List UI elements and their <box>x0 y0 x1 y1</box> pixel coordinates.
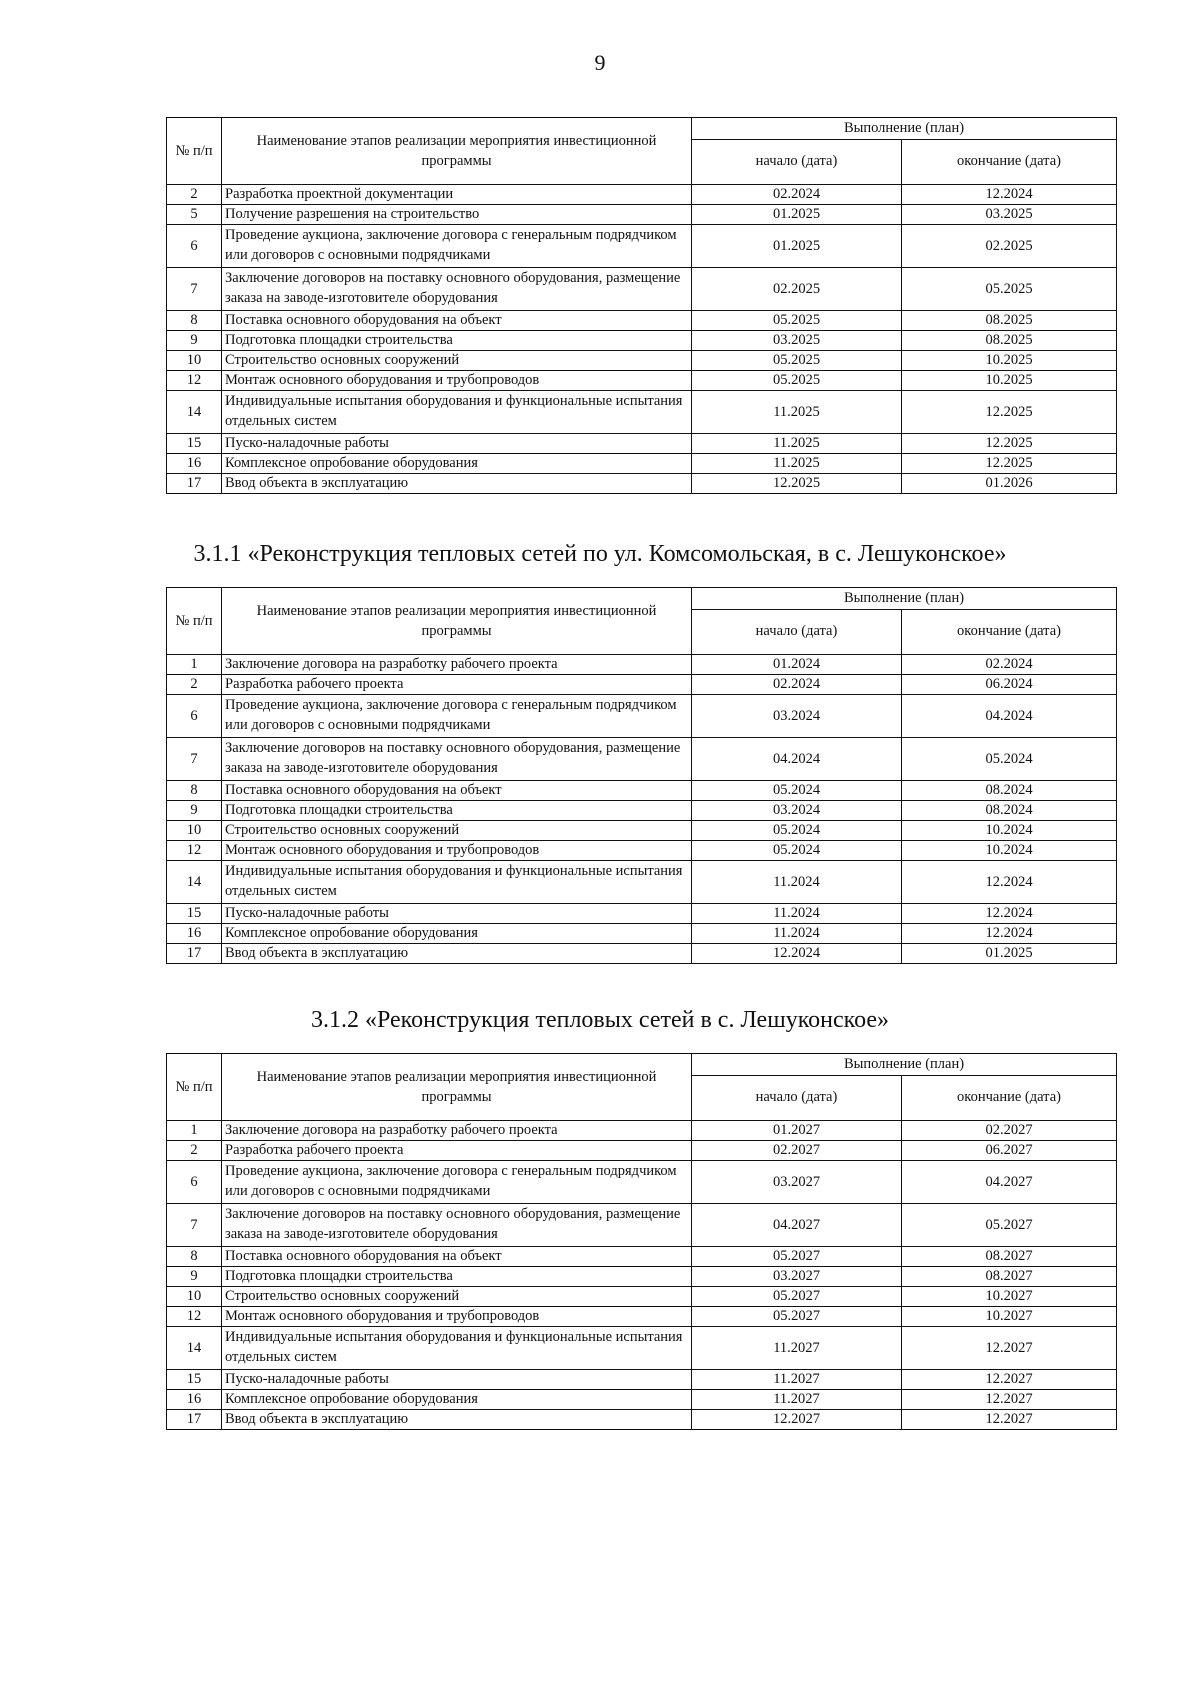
table-row <box>167 1161 1117 1204</box>
stage-name: Подготовка площадки строительства <box>222 331 692 351</box>
start-date: 11.2025 <box>692 434 902 454</box>
table-row <box>167 454 1117 474</box>
start-date: 03.2024 <box>692 695 902 738</box>
table-row <box>167 924 1117 944</box>
end-date: 01.2025 <box>902 944 1117 964</box>
header-stage-name: Наименование этапов реализации мероприятия инвестиционной программы <box>222 1054 692 1121</box>
row-number: 7 <box>167 738 222 781</box>
row-number: 2 <box>167 185 222 205</box>
row-number: 12 <box>167 1307 222 1327</box>
table-row <box>167 371 1117 391</box>
table-row <box>167 695 1117 738</box>
start-date: 05.2027 <box>692 1287 902 1307</box>
table-row <box>167 781 1117 801</box>
row-number: 2 <box>167 675 222 695</box>
stage-name: Поставка основного оборудования на объект <box>222 1247 692 1267</box>
start-date: 05.2027 <box>692 1247 902 1267</box>
table-row <box>167 655 1117 675</box>
stage-name: Комплексное опробование оборудования <box>222 924 692 944</box>
end-date: 12.2027 <box>902 1390 1117 1410</box>
table-row <box>167 1390 1117 1410</box>
stage-name: Разработка рабочего проекта <box>222 675 692 695</box>
table-row <box>167 225 1117 268</box>
header-end-date: окончание (дата) <box>902 610 1117 655</box>
table-row <box>167 351 1117 371</box>
end-date: 08.2025 <box>902 331 1117 351</box>
stage-name: Монтаж основного оборудования и трубопроводов <box>222 1307 692 1327</box>
table-row <box>167 205 1117 225</box>
header-start-date: начало (дата) <box>692 610 902 655</box>
table-row <box>167 801 1117 821</box>
row-number: 15 <box>167 434 222 454</box>
row-number: 8 <box>167 311 222 331</box>
end-date: 12.2027 <box>902 1410 1117 1430</box>
stage-name: Получение разрешения на строительство <box>222 205 692 225</box>
row-number: 1 <box>167 1121 222 1141</box>
table-row <box>167 1327 1117 1370</box>
start-date: 01.2025 <box>692 205 902 225</box>
table-row <box>167 904 1117 924</box>
end-date: 02.2025 <box>902 225 1117 268</box>
row-number: 9 <box>167 801 222 821</box>
row-number: 15 <box>167 1370 222 1390</box>
header-end-date: окончание (дата) <box>902 1076 1117 1121</box>
row-number: 14 <box>167 861 222 904</box>
row-number: 8 <box>167 781 222 801</box>
start-date: 11.2027 <box>692 1370 902 1390</box>
header-number: № п/п <box>167 1054 222 1121</box>
start-date: 12.2024 <box>692 944 902 964</box>
start-date: 11.2027 <box>692 1390 902 1410</box>
stage-name: Комплексное опробование оборудования <box>222 454 692 474</box>
row-number: 16 <box>167 454 222 474</box>
stage-name: Поставка основного оборудования на объект <box>222 311 692 331</box>
end-date: 12.2027 <box>902 1370 1117 1390</box>
row-number: 9 <box>167 1267 222 1287</box>
row-number: 17 <box>167 474 222 494</box>
end-date: 08.2024 <box>902 801 1117 821</box>
stage-name: Разработка проектной документации <box>222 185 692 205</box>
table-row <box>167 311 1117 331</box>
table-row <box>167 1307 1117 1327</box>
start-date: 03.2027 <box>692 1161 902 1204</box>
stage-name: Подготовка площадки строительства <box>222 1267 692 1287</box>
start-date: 01.2027 <box>692 1121 902 1141</box>
stage-name: Поставка основного оборудования на объект <box>222 781 692 801</box>
table-row <box>167 861 1117 904</box>
stage-name: Пуско-наладочные работы <box>222 1370 692 1390</box>
row-number: 6 <box>167 695 222 738</box>
schedule-table-3-1-2 <box>166 1053 1117 1430</box>
start-date: 01.2025 <box>692 225 902 268</box>
table-row <box>167 434 1117 454</box>
table-row <box>167 675 1117 695</box>
stage-name: Строительство основных сооружений <box>222 351 692 371</box>
start-date: 02.2025 <box>692 268 902 311</box>
start-date: 04.2027 <box>692 1204 902 1247</box>
end-date: 12.2024 <box>902 185 1117 205</box>
header-stage-name: Наименование этапов реализации мероприятия инвестиционной программы <box>222 118 692 185</box>
section-heading-3-1-2: 3.1.2 «Реконструкция тепловых сетей в с. Лешуконское» <box>310 1007 890 1033</box>
stage-name: Проведение аукциона, заключение договора с генеральным подрядчиком или договоров с основными подрядчиками <box>222 695 692 738</box>
start-date: 02.2024 <box>692 675 902 695</box>
stage-name: Ввод объекта в эксплуатацию <box>222 1410 692 1430</box>
table-row <box>167 1287 1117 1307</box>
row-number: 6 <box>167 1161 222 1204</box>
end-date: 02.2024 <box>902 655 1117 675</box>
table-row <box>167 821 1117 841</box>
stage-name: Пуско-наладочные работы <box>222 434 692 454</box>
row-number: 15 <box>167 904 222 924</box>
table-row <box>167 391 1117 434</box>
table-row <box>167 1370 1117 1390</box>
stage-name: Проведение аукциона, заключение договора с генеральным подрядчиком или договоров с основными подрядчиками <box>222 1161 692 1204</box>
row-number: 17 <box>167 1410 222 1430</box>
stage-name: Подготовка площадки строительства <box>222 801 692 821</box>
row-number: 8 <box>167 1247 222 1267</box>
end-date: 12.2024 <box>902 904 1117 924</box>
stage-name: Монтаж основного оборудования и трубопроводов <box>222 371 692 391</box>
row-number: 5 <box>167 205 222 225</box>
end-date: 10.2025 <box>902 371 1117 391</box>
end-date: 12.2025 <box>902 434 1117 454</box>
end-date: 01.2026 <box>902 474 1117 494</box>
end-date: 08.2027 <box>902 1267 1117 1287</box>
row-number: 7 <box>167 268 222 311</box>
end-date: 08.2027 <box>902 1247 1117 1267</box>
start-date: 05.2024 <box>692 781 902 801</box>
stage-name: Комплексное опробование оборудования <box>222 1390 692 1410</box>
end-date: 12.2027 <box>902 1327 1117 1370</box>
start-date: 02.2027 <box>692 1141 902 1161</box>
stage-name: Индивидуальные испытания оборудования и функциональные испытания отдельных систем <box>222 391 692 434</box>
row-number: 16 <box>167 924 222 944</box>
start-date: 11.2024 <box>692 904 902 924</box>
row-number: 6 <box>167 225 222 268</box>
header-execution-plan: Выполнение (план) <box>692 1054 1117 1076</box>
end-date: 04.2024 <box>902 695 1117 738</box>
stage-name: Монтаж основного оборудования и трубопроводов <box>222 841 692 861</box>
table-row <box>167 331 1117 351</box>
table-row <box>167 1204 1117 1247</box>
end-date: 02.2027 <box>902 1121 1117 1141</box>
header-execution-plan: Выполнение (план) <box>692 118 1117 140</box>
stage-name: Строительство основных сооружений <box>222 1287 692 1307</box>
end-date: 05.2025 <box>902 268 1117 311</box>
header-stage-name: Наименование этапов реализации мероприятия инвестиционной программы <box>222 588 692 655</box>
table-row <box>167 268 1117 311</box>
header-end-date: окончание (дата) <box>902 140 1117 185</box>
end-date: 10.2027 <box>902 1287 1117 1307</box>
row-number: 14 <box>167 391 222 434</box>
stage-name: Заключение договоров на поставку основного оборудования, размещение заказа на заводе-изготовителе оборудования <box>222 268 692 311</box>
stage-name: Заключение договора на разработку рабочего проекта <box>222 1121 692 1141</box>
row-number: 9 <box>167 331 222 351</box>
table-row <box>167 738 1117 781</box>
row-number: 7 <box>167 1204 222 1247</box>
end-date: 10.2024 <box>902 821 1117 841</box>
row-number: 10 <box>167 1287 222 1307</box>
end-date: 12.2024 <box>902 924 1117 944</box>
stage-name: Заключение договоров на поставку основного оборудования, размещение заказа на заводе-изготовителе оборудования <box>222 738 692 781</box>
end-date: 05.2027 <box>902 1204 1117 1247</box>
schedule-table-3-1-1 <box>166 587 1117 964</box>
row-number: 10 <box>167 351 222 371</box>
start-date: 05.2025 <box>692 351 902 371</box>
header-number: № п/п <box>167 118 222 185</box>
start-date: 05.2024 <box>692 841 902 861</box>
end-date: 03.2025 <box>902 205 1117 225</box>
stage-name: Ввод объекта в эксплуатацию <box>222 474 692 494</box>
row-number: 10 <box>167 821 222 841</box>
start-date: 05.2025 <box>692 371 902 391</box>
end-date: 10.2027 <box>902 1307 1117 1327</box>
end-date: 04.2027 <box>902 1161 1117 1204</box>
stage-name: Разработка рабочего проекта <box>222 1141 692 1161</box>
end-date: 06.2027 <box>902 1141 1117 1161</box>
end-date: 10.2025 <box>902 351 1117 371</box>
stage-name: Индивидуальные испытания оборудования и функциональные испытания отдельных систем <box>222 1327 692 1370</box>
table-row <box>167 185 1117 205</box>
row-number: 16 <box>167 1390 222 1410</box>
start-date: 11.2024 <box>692 861 902 904</box>
start-date: 12.2027 <box>692 1410 902 1430</box>
end-date: 12.2025 <box>902 391 1117 434</box>
table-row <box>167 1141 1117 1161</box>
stage-name: Заключение договора на разработку рабочего проекта <box>222 655 692 675</box>
end-date: 10.2024 <box>902 841 1117 861</box>
row-number: 14 <box>167 1327 222 1370</box>
end-date: 12.2025 <box>902 454 1117 474</box>
header-number: № п/п <box>167 588 222 655</box>
stage-name: Пуско-наладочные работы <box>222 904 692 924</box>
end-date: 08.2025 <box>902 311 1117 331</box>
table-row <box>167 841 1117 861</box>
table-row <box>167 1247 1117 1267</box>
row-number: 12 <box>167 371 222 391</box>
start-date: 05.2027 <box>692 1307 902 1327</box>
start-date: 11.2025 <box>692 391 902 434</box>
section-heading-3-1-1: 3.1.1 «Реконструкция тепловых сетей по ул. Комсомольская, в с. Лешуконское» <box>193 541 1007 567</box>
start-date: 05.2024 <box>692 821 902 841</box>
end-date: 08.2024 <box>902 781 1117 801</box>
start-date: 05.2025 <box>692 311 902 331</box>
start-date: 03.2025 <box>692 331 902 351</box>
start-date: 03.2024 <box>692 801 902 821</box>
row-number: 2 <box>167 1141 222 1161</box>
stage-name: Проведение аукциона, заключение договора с генеральным подрядчиком или договоров с основными подрядчиками <box>222 225 692 268</box>
start-date: 03.2027 <box>692 1267 902 1287</box>
stage-name: Ввод объекта в эксплуатацию <box>222 944 692 964</box>
row-number: 17 <box>167 944 222 964</box>
table-row <box>167 944 1117 964</box>
start-date: 12.2025 <box>692 474 902 494</box>
stage-name: Заключение договоров на поставку основного оборудования, размещение заказа на заводе-изготовителе оборудования <box>222 1204 692 1247</box>
table-row <box>167 1267 1117 1287</box>
schedule-table-1 <box>166 117 1117 494</box>
row-number: 12 <box>167 841 222 861</box>
header-start-date: начало (дата) <box>692 140 902 185</box>
start-date: 02.2024 <box>692 185 902 205</box>
header-start-date: начало (дата) <box>692 1076 902 1121</box>
header-execution-plan: Выполнение (план) <box>692 588 1117 610</box>
start-date: 11.2025 <box>692 454 902 474</box>
table-row <box>167 1410 1117 1430</box>
table-row <box>167 474 1117 494</box>
page-number: 9 <box>594 50 606 75</box>
row-number: 1 <box>167 655 222 675</box>
table-row <box>167 1121 1117 1141</box>
start-date: 11.2027 <box>692 1327 902 1370</box>
stage-name: Индивидуальные испытания оборудования и функциональные испытания отдельных систем <box>222 861 692 904</box>
end-date: 05.2024 <box>902 738 1117 781</box>
start-date: 04.2024 <box>692 738 902 781</box>
end-date: 12.2024 <box>902 861 1117 904</box>
start-date: 11.2024 <box>692 924 902 944</box>
stage-name: Строительство основных сооружений <box>222 821 692 841</box>
start-date: 01.2024 <box>692 655 902 675</box>
end-date: 06.2024 <box>902 675 1117 695</box>
